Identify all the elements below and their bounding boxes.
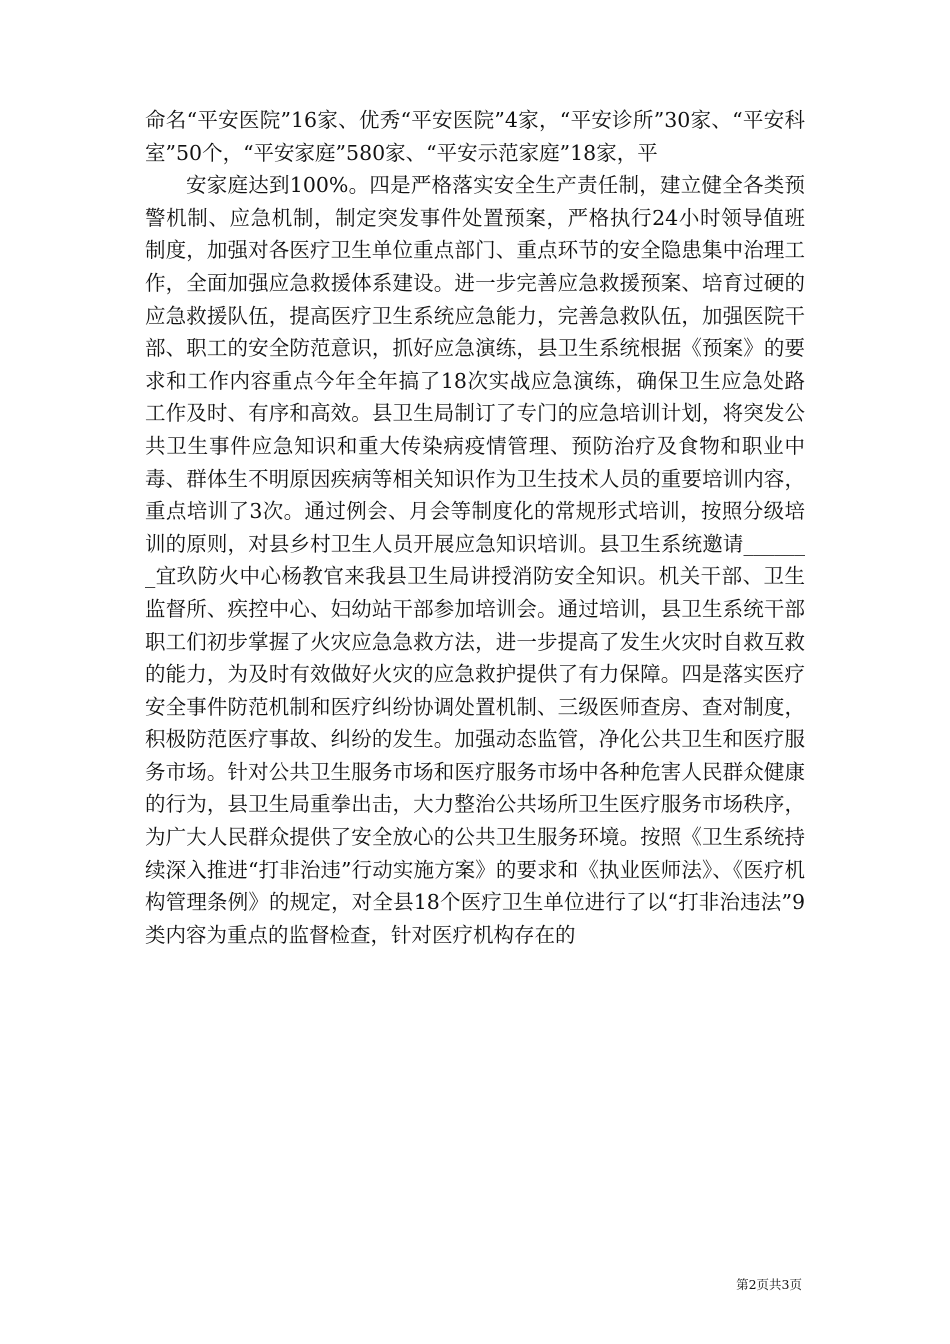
paragraph-2: 安家庭达到100%。四是严格落实安全生产责任制，建立健全各类预警机制、应急机制，制定突发事件处置预案，严格执行24小时领导值班制度，加强对各医疗卫生单位重点部门、重点环节的安全隐患集中治理工作，全面加强应急救援体系建设。进一步完善应急救援预案、培育过硬的应急救援队伍，提高医疗卫生系统应急能力，完善急救队伍，加强医院干部、职工的安全防范意识，抓好应急演练，县卫生系统根据《预案》的要求和工作内容重点今年全年搞了18次实战应急演练，确保卫生应急处路工作及时、有序和高效。县卫生局制订了专门的应急培训计划，将突发公共卫生事件应急知识和重大传染病疫情管理、预防治疗及食物和职业中毒、群体生不明原因疾病等相关知识作为卫生技术人员的重要培训内容，重点培训了3次。通过例会、月会等制度化的常规形式培训，按照分级培训的原则，对县乡村卫生人员开展应急知识培训。县卫生系统邀请_______宜玖防火中心杨教官来我县卫生局讲授消防安全知识。机关干部、卫生监督所、疾控中心、妇幼站干部参加培训会。通过培训，县卫生系统干部职工们初步掌握了火灾应急急救方法，进一步提高了发生火灾时自救互救的能力，为及时有效做好火灾的应急救护提供了有力保障。四是落实医疗安全事件防范机制和医疗纠纷协调处置机制、三级医师查房、查对制度，积极防范医疗事故、纠纷的发生。加强动态监管，净化公共卫生和医疗服务市场。针对公共卫生服务市场和医疗服务市场中各种危害人民群众健康的行为，县卫生局重拳出击，大力整治公共场所卫生医疗服务市场秩序，为广大人民群众提供了安全放心的公共卫生服务环境。按照《卫生系统持续深入推进“打非治违”行动实施方案》的要求和《执业医师法》、《医疗机构管理条例》的规定，对全县18个医疗卫生单位进行了以“打非治违法”9类内容为重点的监督检查，针对医疗机构存在的: [145, 173, 805, 947]
paragraph-1: 命名“平安医院”16家、优秀“平安医院”4家，“平安诊所”30家、“平安科室”50个，“平安家庭”580家、“平安示范家庭”18家，平: [145, 108, 805, 165]
document-body: [145, 104, 805, 951]
page-number: 第2页共3页: [736, 1277, 802, 1292]
